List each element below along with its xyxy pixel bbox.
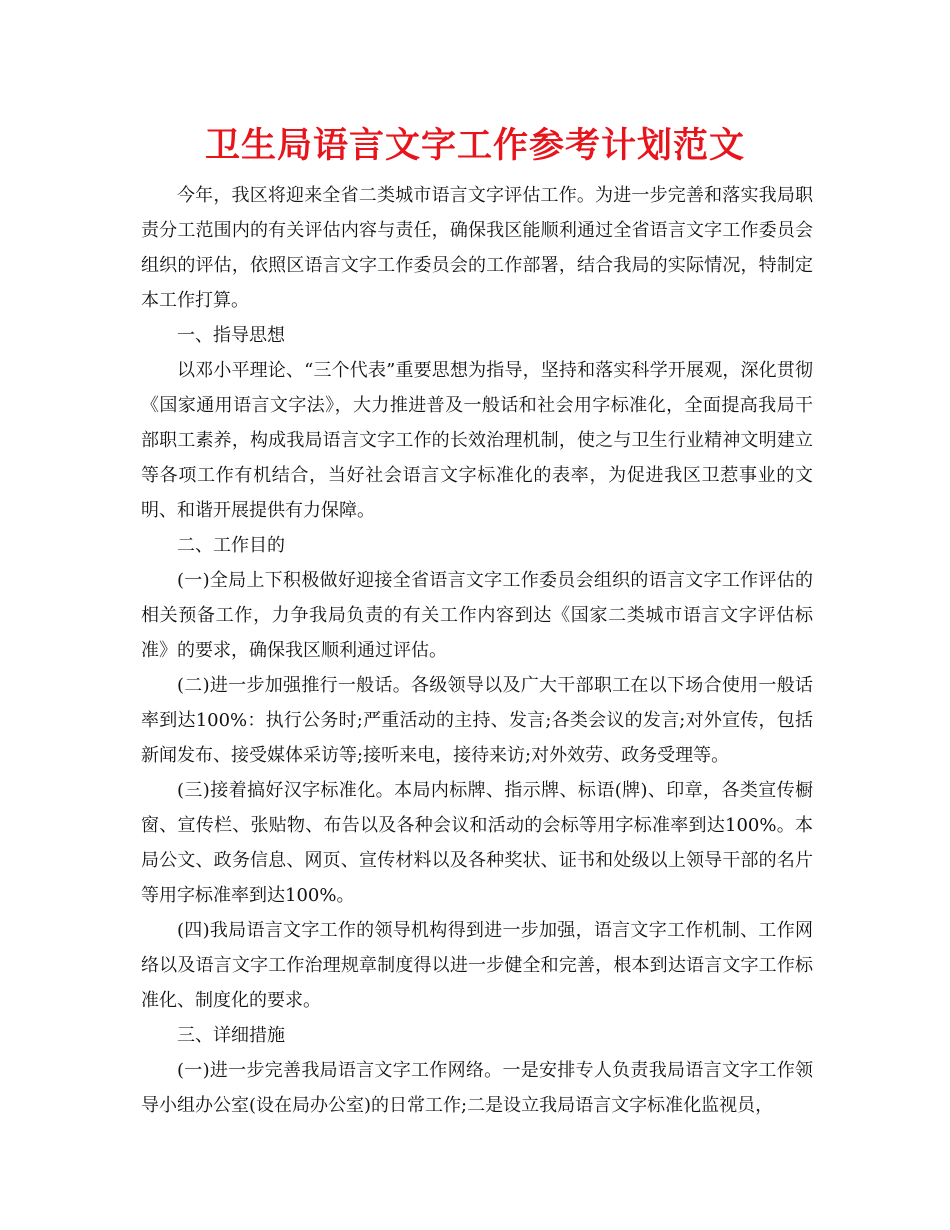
section-heading-work-goals: 二、工作目的 (177, 535, 285, 556)
goal-paragraph-3: (三)接着搞好汉字标准化。本局内标牌、指示牌、标语(牌)、印章，各类宣传橱窗、宣传栏、张贴物、布告以及各种会议和活动的会标等用字标准率到达100%。本局公文、政务信息、网页、宣传材料以及各种奖状、证书和处级以上领导干部的名片等用字标准率到达100%。 (141, 780, 813, 906)
intro-paragraph: 今年，我区将迎来全省二类城市语言文字评估工作。为进一步完善和落实我局职责分工范围内的有关评估内容与责任，确保我区能顺利通过全省语言文字工作委员会组织的评估，依照区语言文字工作委员会的工作部署，结合我局的实际情况，特制定本工作打算。 (141, 185, 813, 311)
goal-paragraph-2: (二)进一步加强推行一般话。各级领导以及广大干部职工在以下场合使用一般话率到达100%：执行公务时;严重活动的主持、发言;各类会议的发言;对外宣传，包括新闻发布、接受媒体采访等;接听来电，接待来访;对外效劳、政务受理等。 (141, 675, 813, 766)
guiding-thought-paragraph: 以邓小平理论、“三个代表”重要思想为指导，坚持和落实科学开展观，深化贯彻《国家通用语言文字法》，大力推进普及一般话和社会用字标准化，全面提高我局干部职工素养，构成我局语言文字工作的长效治理机制，使之与卫生行业精神文明建立等各项工作有机结合，当好社会语言文字标准化的表率，为促进我区卫惹事业的文明、和谐开展提供有力保障。 (141, 360, 813, 521)
goal-paragraph-1: (一)全局上下积极做好迎接全省语言文字工作委员会组织的语言文字工作评估的相关预备工作，力争我局负责的有关工作内容到达《国家二类城市语言文字评估标准》的要求，确保我区顺利通过评估。 (141, 570, 813, 661)
goal-paragraph-4: (四)我局语言文字工作的领导机构得到进一步加强，语言文字工作机制、工作网络以及语言文字工作治理规章制度得以进一步健全和完善，根本到达语言文字工作标准化、制度化的要求。 (141, 920, 813, 1011)
section-heading-measures: 三、详细措施 (177, 1025, 285, 1046)
section-heading-guiding-thought: 一、指导思想 (177, 325, 285, 346)
document-body (141, 178, 813, 1123)
measure-paragraph-1: (一)进一步完善我局语言文字工作网络。一是安排专人负责我局语言文字工作领导小组办公室(设在局办公室)的日常工作;二是设立我局语言文字标准化监视员， (141, 1060, 813, 1116)
document-title: 卫生局语言文字工作参考计划范文 (204, 125, 745, 166)
